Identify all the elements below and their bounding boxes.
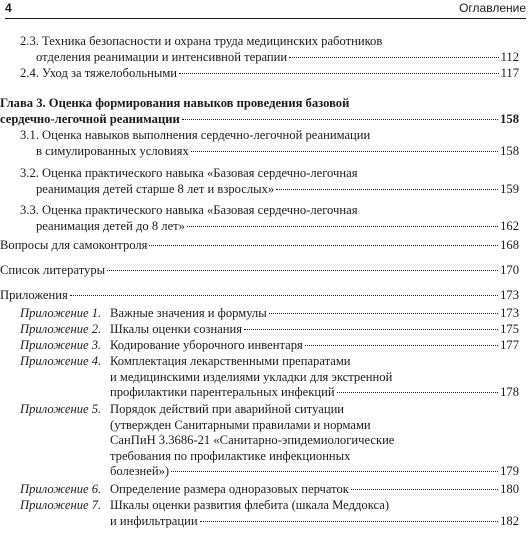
appendix-label: Приложение 6. — [20, 482, 102, 496]
dot-leader — [107, 270, 498, 271]
toc-entry-text: 3.1. Оценка навыков выполнения сердечно-легочной реанимации — [20, 128, 371, 142]
toc-entry[interactable] — [20, 166, 519, 197]
dot-leader — [276, 189, 498, 190]
toc-entry-text: болезней») — [110, 464, 170, 478]
toc-page-number: 177 — [500, 338, 519, 352]
toc-entry-text: СанПиН 3.3686-21 «Санитарно-эпидемиологические — [110, 433, 395, 447]
toc-entry-text: отделения реанимации и интенсивной терапии — [36, 49, 288, 64]
toc-entry-text: требования по профилактике инфекционных — [110, 448, 351, 463]
toc-page-number: 170 — [500, 263, 519, 277]
toc-entry-text: Определение размера одноразовых перчаток — [110, 482, 349, 496]
toc-page-number: 178 — [500, 385, 519, 399]
dot-leader — [179, 73, 499, 74]
toc-page-number: 158 — [500, 143, 519, 158]
toc-page-number: 168 — [500, 238, 519, 252]
toc-entry-text: 3.3. Оценка практического навыка «Базовая сердечно-легочная — [20, 203, 358, 217]
toc-page-number: 182 — [500, 513, 519, 528]
toc-entry[interactable] — [20, 354, 519, 401]
appendix-label: Приложение 2. — [20, 322, 102, 336]
toc-entry[interactable] — [20, 306, 519, 322]
toc-entry[interactable] — [0, 288, 519, 304]
toc-entry[interactable] — [20, 338, 519, 354]
toc-page-number: 162 — [500, 218, 519, 233]
toc-entry-text: Комплектация лекарственными препаратами — [110, 354, 351, 368]
toc-page-number: 117 — [500, 66, 519, 80]
toc-entry-text: реанимация детей до 8 лет» — [36, 218, 185, 233]
toc-entry-text: Глава 3. Оценка формирования навыков проведения базовой — [0, 96, 350, 110]
toc-page-number: 180 — [500, 482, 519, 496]
page-header — [5, 0, 526, 18]
toc-entry-text: 3.2. Оценка практического навыка «Базовая сердечно-легочная — [20, 166, 358, 180]
toc-entry[interactable] — [20, 34, 519, 65]
toc-entry[interactable] — [20, 66, 519, 82]
toc-entry-text: 2.4. Уход за тяжелобольными — [20, 66, 178, 80]
toc-page-number: 175 — [500, 322, 519, 336]
toc-entry-text: Важные значения и формулы — [110, 306, 267, 320]
toc-entry-text: Список литературы — [0, 263, 106, 277]
toc-entry[interactable] — [0, 96, 519, 127]
toc-entry-text: реанимация детей старше 8 лет и взрослых» — [36, 181, 275, 196]
dot-leader — [351, 489, 498, 490]
toc-entry-text: Порядок действий при аварийной ситуации — [110, 402, 345, 416]
dot-leader — [70, 295, 498, 296]
toc-entry[interactable] — [0, 263, 519, 279]
toc-entry[interactable] — [20, 322, 519, 338]
toc-entry[interactable] — [20, 128, 519, 159]
toc-entry[interactable] — [0, 238, 519, 254]
toc-entry-text: в симулированных условиях — [36, 143, 189, 158]
appendix-label: Приложение 4. — [20, 354, 102, 368]
toc-entry-text: 2.3. Техника безопасности и охрана труда медицинских работников — [20, 34, 383, 48]
toc-page-number: 158 — [500, 111, 519, 126]
dot-leader — [182, 119, 498, 120]
toc-page-number: 173 — [500, 288, 519, 302]
appendix-label: Приложение 1. — [20, 306, 102, 320]
toc-entry[interactable] — [20, 498, 519, 529]
toc-entry[interactable] — [20, 482, 519, 498]
page-number: 4 — [5, 1, 12, 15]
toc-entry-text: (утвержден Санитарными правилами и нормами — [110, 417, 371, 432]
appendix-label: Приложение 5. — [20, 402, 102, 416]
toc-entry-text: и инфильтрации — [110, 513, 198, 528]
toc-entry-text: и медицинскими изделиями укладки для экстренной — [110, 369, 393, 384]
dot-leader — [149, 245, 498, 246]
toc-page-number: 159 — [500, 181, 519, 196]
toc-page-number: 179 — [500, 464, 519, 478]
header-rule — [5, 18, 526, 19]
toc-entry-text: Шкалы оценки развития флебита (шкала Меддокса) — [110, 498, 390, 512]
dot-leader — [191, 151, 498, 152]
toc-entry-text: сердечно-легочной реанимации — [0, 111, 180, 126]
dot-leader — [337, 392, 499, 393]
toc-entry-text: Приложения — [0, 288, 68, 302]
toc-entry-text: Вопросы для самоконтроля — [0, 238, 148, 252]
dot-leader — [171, 471, 498, 472]
appendix-label: Приложение 3. — [20, 338, 102, 352]
dot-leader — [289, 57, 498, 58]
dot-leader — [187, 226, 498, 227]
toc-entry-text: профилактики парентеральных инфекций — [110, 385, 335, 399]
toc-page-number: 112 — [500, 49, 519, 64]
toc-entry[interactable] — [20, 402, 519, 480]
dot-leader — [244, 329, 498, 330]
running-title: Оглавление — [459, 1, 526, 15]
dot-leader — [305, 345, 498, 346]
appendix-label: Приложение 7. — [20, 498, 102, 512]
toc-entry[interactable] — [20, 203, 519, 234]
toc-page-number: 173 — [500, 306, 519, 320]
dot-leader — [200, 521, 499, 522]
toc-entry-text: Шкалы оценки сознания — [110, 322, 243, 336]
toc-entry-text: Кодирование уборочного инвентаря — [110, 338, 303, 352]
dot-leader — [269, 313, 498, 314]
